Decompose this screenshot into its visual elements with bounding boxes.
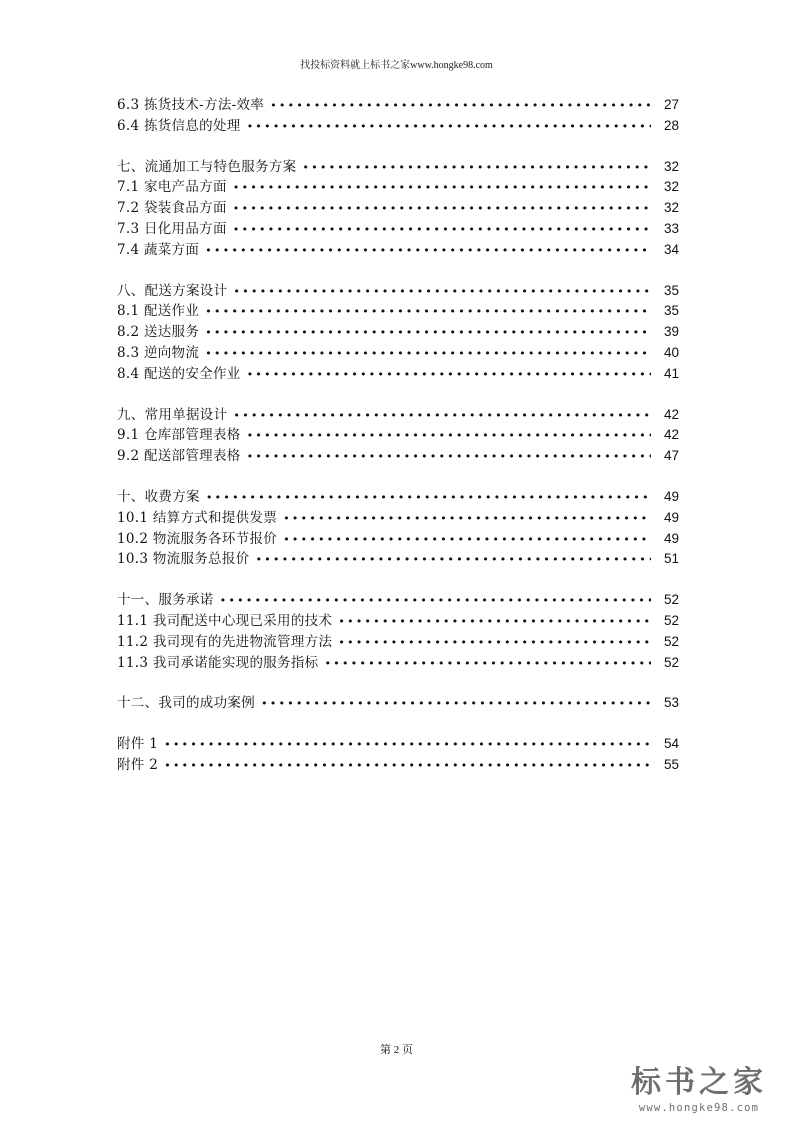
toc-entry-title: 6.3 拣货技术-方法-效率 (117, 97, 265, 113)
toc-entry-title: 10.3 物流服务总报价 (117, 551, 250, 568)
toc-entry-page: 27 (663, 97, 679, 112)
toc-entry-title: 十、收费方案 (117, 488, 200, 505)
toc-entry[interactable] (117, 301, 679, 322)
toc-entry[interactable] (117, 653, 679, 674)
toc-dot-leader (205, 344, 651, 365)
toc-entry-page: 42 (663, 406, 679, 422)
toc-entry[interactable] (117, 611, 679, 632)
toc-dot-leader (233, 220, 651, 241)
toc-entry[interactable] (117, 405, 679, 426)
page-number: 第 2 页 (380, 1044, 413, 1056)
toc-entry-title: 八、配送方案设计 (117, 282, 228, 299)
toc-dot-leader (247, 117, 651, 138)
toc-dot-leader (338, 612, 651, 633)
toc-group (117, 693, 679, 714)
toc-entry-page: 52 (663, 654, 679, 670)
toc-entry[interactable] (117, 116, 679, 137)
toc-entry-title: 附件 2 (117, 756, 159, 773)
toc-group (117, 734, 679, 776)
toc-entry[interactable] (117, 322, 679, 343)
toc-entry[interactable] (117, 529, 679, 550)
toc-entry-title: 7.1 家电产品方面 (117, 179, 227, 196)
toc-dot-leader (205, 323, 651, 344)
toc-group (117, 281, 679, 385)
toc-entry-page: 35 (663, 282, 679, 298)
toc-entry-title: 8.4 配送的安全作业 (117, 365, 241, 382)
toc-dot-leader (255, 550, 651, 571)
toc-entry-page: 52 (663, 612, 679, 628)
toc-dot-leader (247, 426, 651, 447)
watermark-brand-text: 标书之家 (631, 1065, 767, 1100)
toc-entry-title: 七、流通加工与特色服务方案 (117, 158, 297, 175)
toc-entry-page: 42 (663, 427, 679, 443)
toc-entry-page: 35 (663, 303, 679, 319)
toc-entry-title: 7.3 日化用品方面 (117, 220, 227, 237)
toc-entry-page: 41 (663, 365, 679, 381)
toc-entry[interactable] (117, 755, 679, 776)
toc-dot-leader (205, 302, 651, 323)
toc-entry[interactable] (117, 446, 679, 467)
toc-dot-leader (164, 756, 651, 777)
toc-entry-page: 53 (663, 695, 679, 711)
toc-dot-leader (205, 241, 651, 262)
toc-entry[interactable] (117, 590, 679, 611)
toc-dot-leader (270, 96, 651, 117)
toc-dot-leader (233, 282, 651, 303)
toc-entry-page: 33 (663, 220, 679, 236)
toc-dot-leader (261, 694, 651, 715)
toc-entry[interactable] (117, 343, 679, 364)
toc-entry-title: 附件 1 (117, 736, 159, 753)
toc-dot-leader (220, 591, 651, 612)
toc-entry[interactable] (117, 632, 679, 653)
toc-entry[interactable] (117, 240, 679, 261)
brand-watermark-logo (619, 1066, 779, 1114)
toc-entry-page: 32 (663, 158, 679, 174)
toc-entry-page: 32 (663, 179, 679, 195)
toc-entry-title: 7.4 蔬菜方面 (117, 241, 200, 258)
toc-entry-page: 39 (663, 324, 679, 340)
toc-entry[interactable] (117, 693, 679, 714)
toc-group (117, 590, 679, 673)
toc-entry-page: 47 (663, 448, 679, 464)
toc-entry-title: 11.3 我司承诺能实现的服务指标 (117, 654, 319, 671)
toc-entry-page: 51 (663, 551, 679, 567)
toc-entry-page: 52 (663, 633, 679, 649)
toc-entry[interactable] (117, 425, 679, 446)
toc-group (117, 157, 679, 261)
toc-entry-page: 32 (663, 200, 679, 216)
toc-entry[interactable] (117, 198, 679, 219)
toc-entry[interactable] (117, 364, 679, 385)
toc-entry[interactable] (117, 95, 679, 116)
toc-entry-page: 52 (663, 592, 679, 608)
toc-entry[interactable] (117, 549, 679, 570)
toc-dot-leader (283, 509, 651, 530)
toc-entry-title: 6.4 拣货信息的处理 (117, 117, 241, 134)
page-header: 找投标资料就上标书之家www.hongke98.com (300, 60, 493, 71)
toc-dot-leader (233, 178, 651, 199)
watermark-url-text: www.hongke98.com (638, 1102, 760, 1114)
toc-entry-title: 7.2 袋装食品方面 (117, 200, 227, 217)
toc-dot-leader (233, 406, 651, 427)
toc-entry-title: 10.2 物流服务各环节报价 (117, 530, 278, 547)
toc-entry-title: 8.2 送达服务 (117, 324, 200, 341)
toc-entry-page: 49 (663, 488, 679, 504)
toc-group (117, 95, 679, 137)
toc-entry-page: 34 (663, 241, 679, 257)
toc-group (117, 405, 679, 467)
toc-group (117, 487, 679, 570)
toc-entry-page: 55 (663, 756, 679, 772)
toc-entry[interactable] (117, 734, 679, 755)
toc-entry-title: 8.3 逆向物流 (117, 344, 200, 361)
toc-dot-leader (247, 365, 651, 386)
toc-entry-title: 10.1 结算方式和提供发票 (117, 509, 278, 526)
toc-dot-leader (206, 488, 651, 509)
toc-entry-page: 49 (663, 509, 679, 525)
toc-entry[interactable] (117, 281, 679, 302)
toc-entry[interactable] (117, 157, 679, 178)
toc-entry-page: 28 (663, 117, 679, 133)
toc-dot-leader (233, 199, 651, 220)
toc-entry-page: 49 (663, 530, 679, 546)
toc-entry[interactable] (117, 508, 679, 529)
toc-entry-title: 9.1 仓库部管理表格 (117, 427, 241, 444)
toc-entry-title: 8.1 配送作业 (117, 303, 200, 320)
toc-entry-title: 九、常用单据设计 (117, 406, 228, 423)
table-of-contents (117, 95, 679, 796)
toc-entry[interactable] (117, 487, 679, 508)
toc-entry-page: 54 (663, 736, 679, 752)
toc-entry-title: 11.1 我司配送中心现已采用的技术 (117, 612, 333, 629)
toc-dot-leader (338, 633, 651, 654)
toc-dot-leader (283, 530, 651, 551)
toc-dot-leader (324, 654, 651, 675)
toc-entry-title: 9.2 配送部管理表格 (117, 448, 241, 465)
toc-dot-leader (247, 447, 651, 468)
toc-entry[interactable] (117, 177, 679, 198)
toc-entry-title: 十二、我司的成功案例 (117, 695, 255, 712)
toc-dot-leader (164, 735, 651, 756)
toc-entry-title: 11.2 我司现有的先进物流管理方法 (117, 633, 333, 650)
toc-entry-title: 十一、服务承诺 (117, 592, 214, 609)
toc-dot-leader (302, 158, 651, 179)
toc-entry[interactable] (117, 219, 679, 240)
toc-entry-page: 40 (663, 344, 679, 360)
